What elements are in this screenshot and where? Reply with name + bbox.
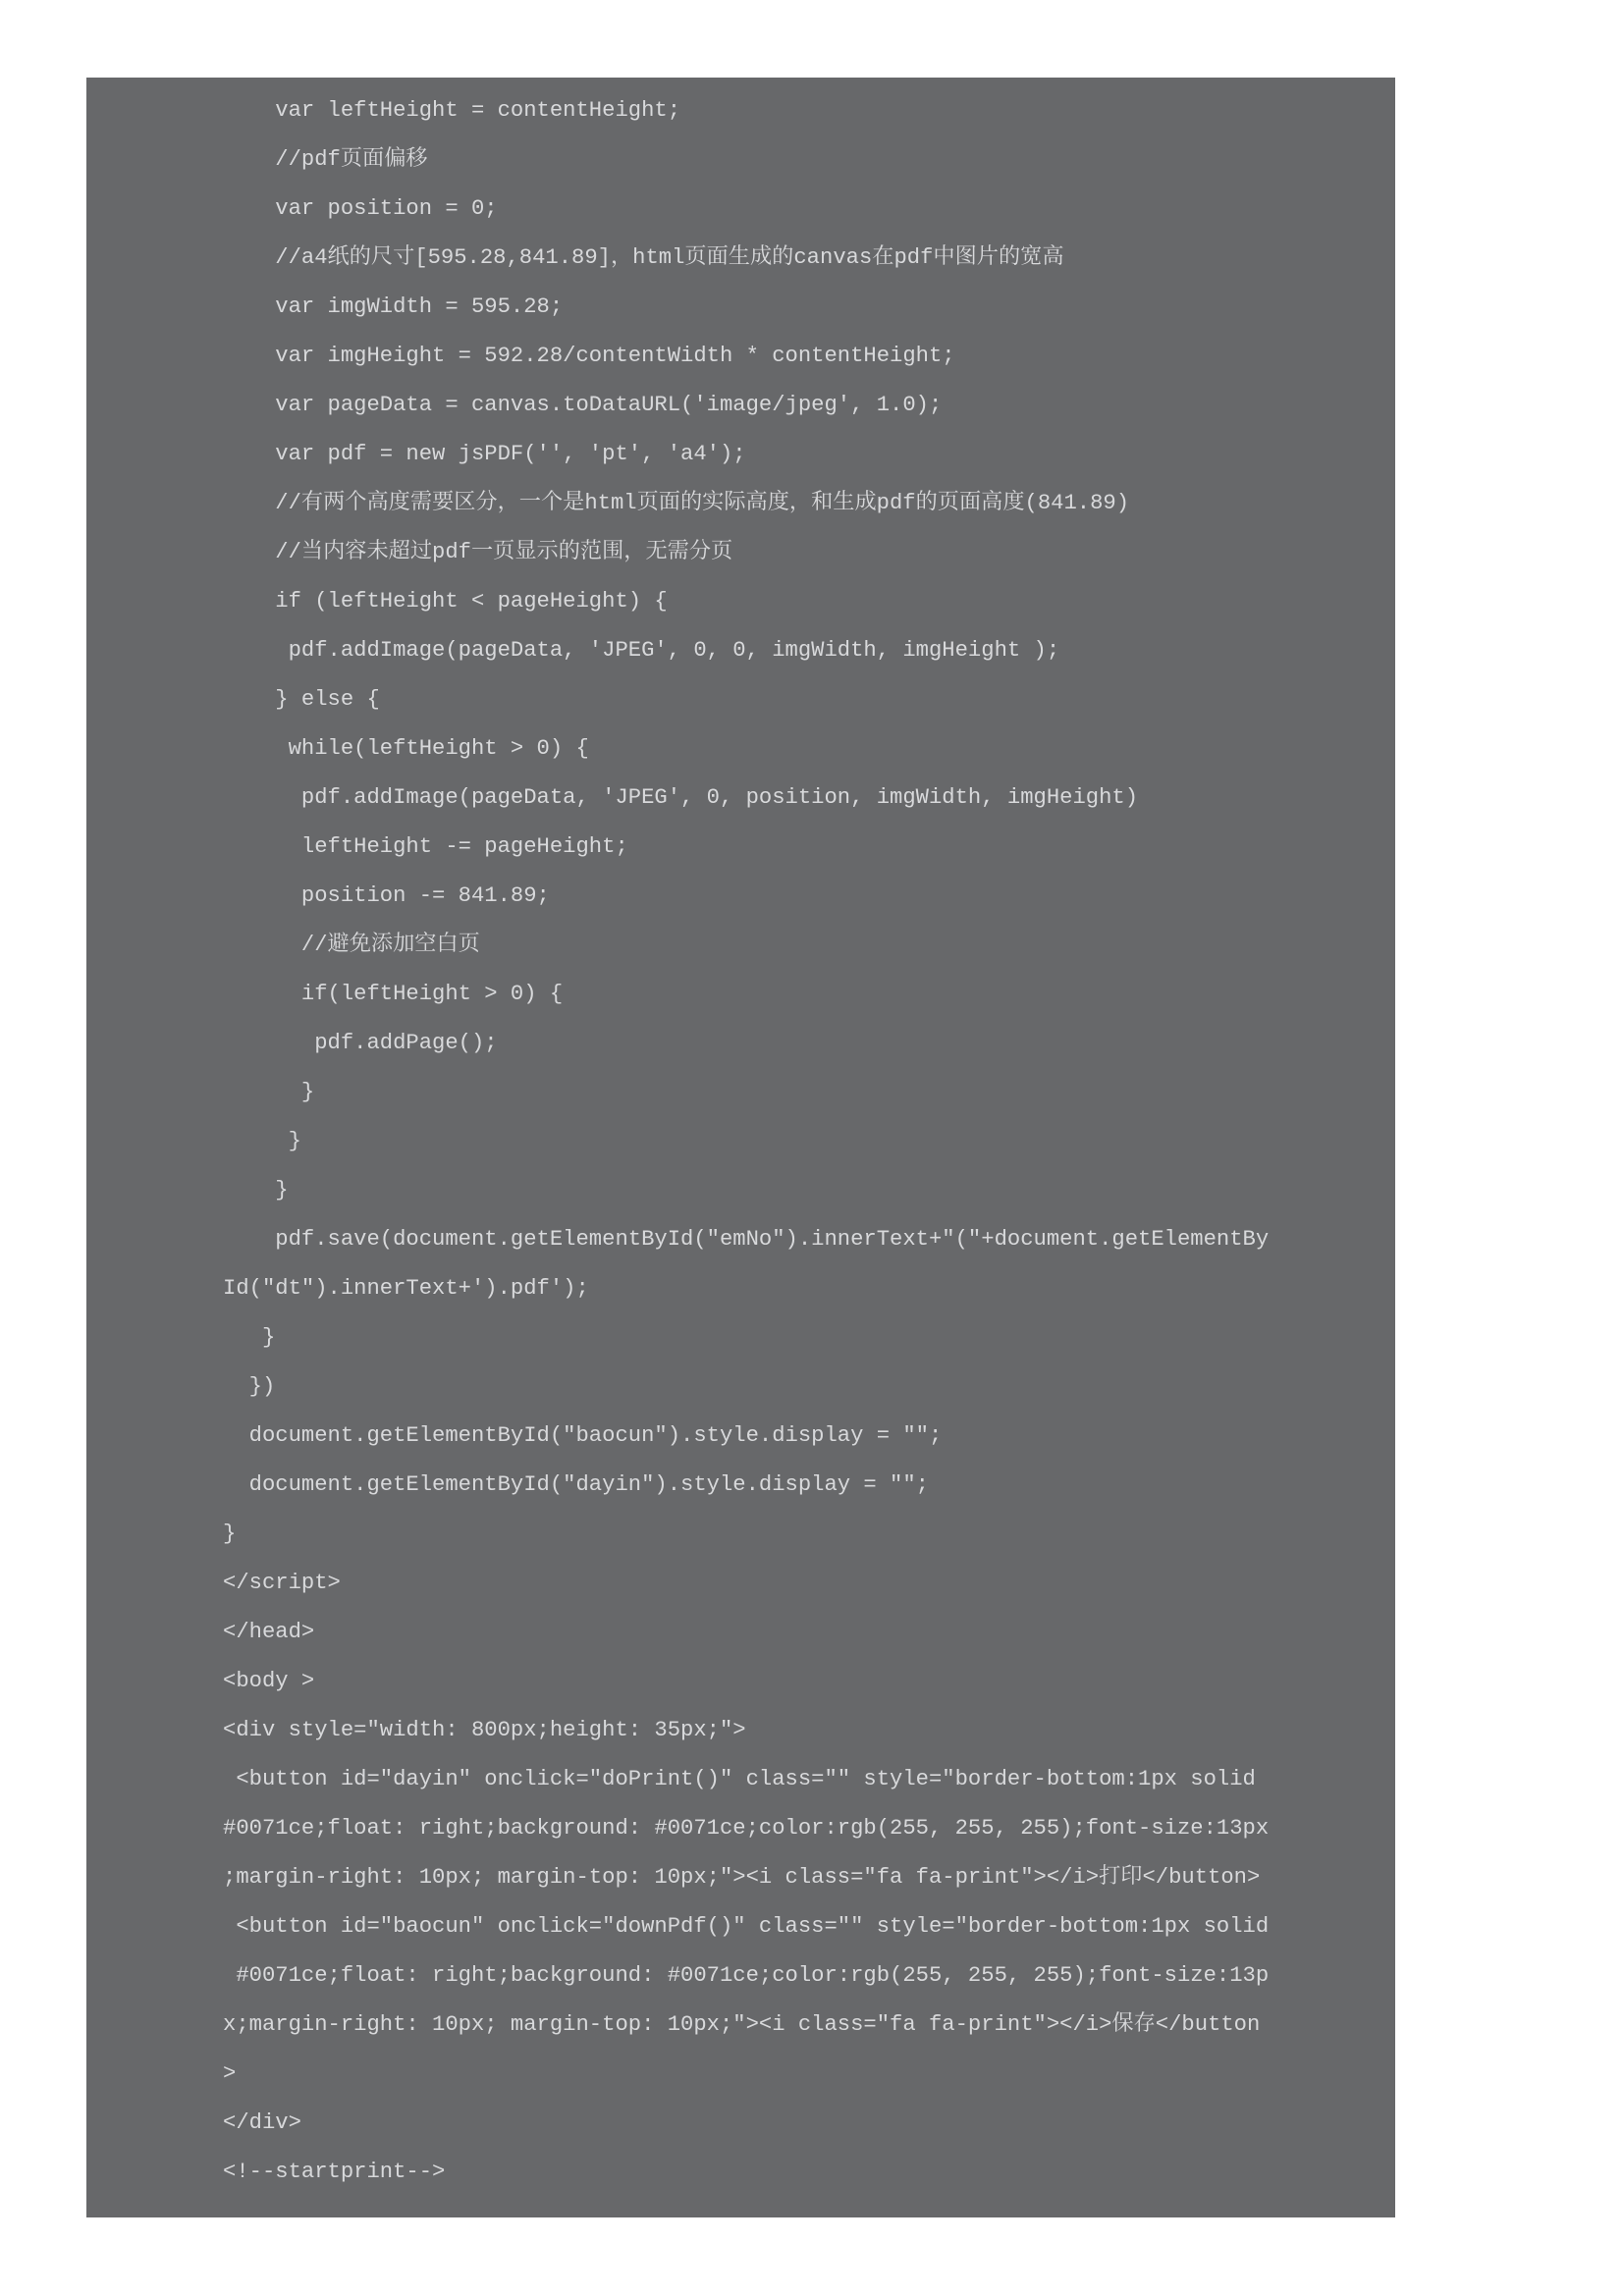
code-line: </div> bbox=[223, 2110, 301, 2135]
code-line: #0071ce;float: right;background: #0071ce;color:rgb(255, 255, 255);font-size:13p bbox=[223, 1963, 1270, 1988]
code-line: //有两个高度需要区分，一个是html页面的实际高度，和生成pdf的页面高度(841.89) bbox=[223, 491, 1130, 515]
code-line: position -= 841.89; bbox=[223, 883, 550, 908]
code-line: if(leftHeight > 0) { bbox=[223, 982, 564, 1006]
code-line: var pageData = canvas.toDataURL('image/jpeg', 1.0); bbox=[223, 393, 943, 417]
code-line: } bbox=[223, 1080, 315, 1104]
code-line: }) bbox=[223, 1374, 276, 1399]
code-line: } bbox=[223, 1129, 301, 1153]
code-line: <button id="dayin" onclick="doPrint()" class="" style="border-bottom:1px solid bbox=[223, 1767, 1256, 1791]
code-line: var imgWidth = 595.28; bbox=[223, 294, 564, 319]
code-line: //pdf页面偏移 bbox=[223, 147, 428, 172]
code-line: Id("dt").innerText+').pdf'); bbox=[223, 1276, 589, 1301]
code-line: </script> bbox=[223, 1571, 341, 1595]
code-line: var pdf = new jsPDF('', 'pt', 'a4'); bbox=[223, 442, 746, 466]
code-line: document.getElementById("baocun").style.display = ""; bbox=[223, 1423, 943, 1448]
code-line: pdf.addPage(); bbox=[223, 1031, 498, 1055]
code-line: x;margin-right: 10px; margin-top: 10px;"><i class="fa fa-print"></i>保存</button bbox=[223, 2012, 1261, 2037]
code-line: #0071ce;float: right;background: #0071ce;color:rgb(255, 255, 255);font-size:13px bbox=[223, 1816, 1270, 1841]
code-line: pdf.addImage(pageData, 'JPEG', 0, 0, imgWidth, imgHeight ); bbox=[223, 638, 1060, 663]
code-line: var position = 0; bbox=[223, 196, 498, 221]
code-line: <div style="width: 800px;height: 35px;"> bbox=[223, 1718, 746, 1742]
code-line: //避免添加空白页 bbox=[223, 933, 480, 957]
code-listing bbox=[223, 86, 1395, 2197]
code-line: var leftHeight = contentHeight; bbox=[223, 98, 681, 123]
code-line: document.getElementById("dayin").style.display = ""; bbox=[223, 1472, 929, 1497]
code-line: pdf.addImage(pageData, 'JPEG', 0, position, imgWidth, imgHeight) bbox=[223, 785, 1139, 810]
code-line: //当内容未超过pdf一页显示的范围，无需分页 bbox=[223, 540, 733, 564]
code-block-panel bbox=[86, 78, 1395, 2217]
code-line: pdf.save(document.getElementById("emNo").innerText+"("+document.getElementBy bbox=[223, 1227, 1270, 1252]
code-line: while(leftHeight > 0) { bbox=[223, 736, 589, 761]
code-line: } bbox=[223, 1178, 289, 1202]
code-line: <body > bbox=[223, 1669, 315, 1693]
code-line: ;margin-right: 10px; margin-top: 10px;"><i class="fa fa-print"></i>打印</button> bbox=[223, 1865, 1261, 1890]
code-line: > bbox=[223, 2061, 237, 2086]
code-line: } bbox=[223, 1522, 237, 1546]
code-line: //a4纸的尺寸[595.28,841.89]，html页面生成的canvas在pdf中图片的宽高 bbox=[223, 245, 1064, 270]
code-line: </head> bbox=[223, 1620, 315, 1644]
code-line: leftHeight -= pageHeight; bbox=[223, 834, 628, 859]
code-line: if (leftHeight < pageHeight) { bbox=[223, 589, 668, 614]
code-line: <!--startprint--> bbox=[223, 2160, 446, 2184]
code-line: } bbox=[223, 1325, 276, 1350]
code-line: <button id="baocun" onclick="downPdf()" class="" style="border-bottom:1px solid bbox=[223, 1914, 1270, 1939]
code-line: } else { bbox=[223, 687, 380, 712]
code-line: var imgHeight = 592.28/contentWidth * contentHeight; bbox=[223, 344, 955, 368]
